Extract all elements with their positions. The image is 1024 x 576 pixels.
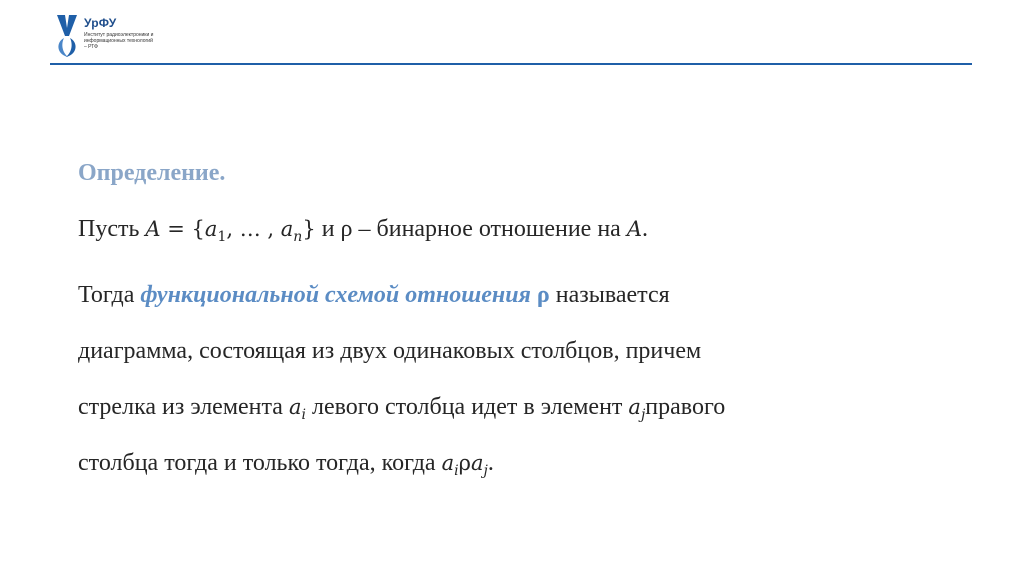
- math-symbol: a: [288, 395, 302, 419]
- math-symbol: = {: [160, 217, 205, 241]
- emphasized-term: функциональной схемой отношения: [140, 282, 531, 308]
- math-subscript: n: [293, 229, 303, 245]
- math-symbol: a: [441, 451, 455, 475]
- math-subscript: 1: [217, 229, 227, 245]
- text-line-2: [78, 282, 670, 309]
- logo-subtitle: Институт радиоэлектроники и информационных технологий – РТФ: [84, 32, 154, 50]
- math-symbol: a: [280, 217, 294, 241]
- definition-title: Определение.: [78, 160, 226, 186]
- logo-title: УрФУ: [84, 16, 117, 30]
- text-line-1: [78, 216, 648, 245]
- math-symbol: A: [626, 217, 643, 241]
- math-subscript: i: [301, 407, 306, 423]
- math-symbol: a: [628, 395, 641, 419]
- text-line-5: [78, 450, 494, 479]
- math-symbol: }: [302, 217, 316, 241]
- math-subscript: i: [454, 463, 459, 479]
- math-symbol: , … ,: [226, 217, 281, 241]
- text: .: [642, 216, 649, 242]
- math-symbol: A: [145, 217, 161, 241]
- emphasized-symbol: ρ: [530, 282, 550, 308]
- text-line-3: диаграмма, состоящая из двух одинаковых столбцов, причем: [78, 338, 702, 364]
- text: и ρ – бинарное отношение на: [315, 216, 627, 242]
- text: .: [487, 450, 494, 476]
- header-divider: [50, 63, 972, 65]
- math-subscript: j: [640, 407, 646, 423]
- text: левого столбца идет в элемент: [305, 394, 629, 420]
- text: Пусть: [78, 216, 146, 242]
- slide-header: [0, 0, 1024, 70]
- math-subscript: j: [483, 463, 488, 479]
- text: правого: [645, 394, 726, 420]
- text: стрелка из элемента: [78, 394, 289, 420]
- math-symbol: a: [204, 217, 218, 241]
- math-symbol: ρ: [458, 451, 471, 475]
- urfu-logo-icon: [56, 14, 78, 58]
- math-symbol: a: [470, 451, 484, 475]
- text: столбца тогда и только тогда, когда: [78, 450, 442, 476]
- text: называется: [549, 282, 670, 308]
- text: Тогда: [78, 282, 141, 308]
- text-line-4: [78, 394, 725, 423]
